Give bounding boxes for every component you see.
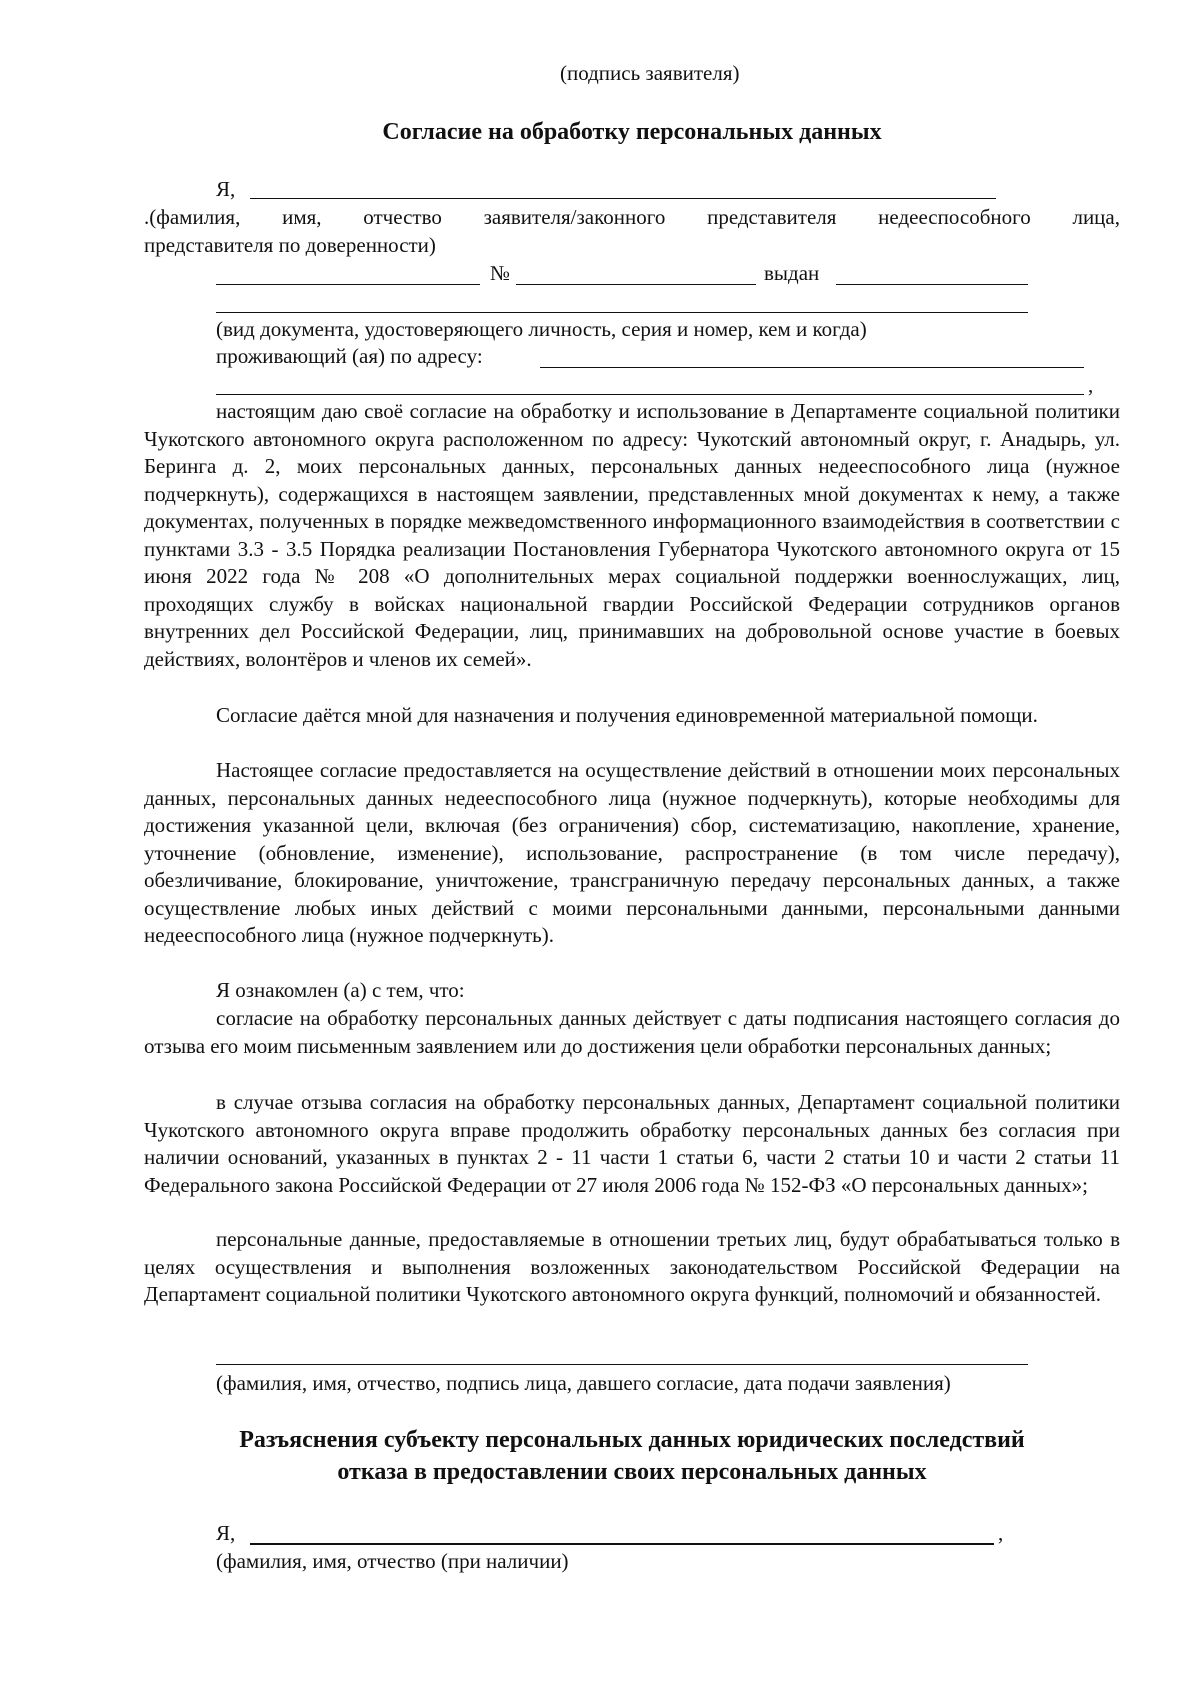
doc-type-field-line[interactable] bbox=[216, 284, 480, 285]
issued-by-field-line[interactable] bbox=[836, 284, 1028, 285]
consent-paragraph-2: Согласие даётся мной для назначения и получения единовременной материальной помощи. bbox=[216, 703, 1038, 727]
consent-signature-caption: (фамилия, имя, отчество, подпись лица, давшего согласие, дата подачи заявления) bbox=[216, 1371, 951, 1395]
address-comma: , bbox=[1088, 373, 1094, 397]
consent-paragraph-7: персональные данные, предоставляемые в отношении третьих лиц, будут обрабатываться только в целях осуществления и выполнения возложенных законодательством Российской Федерации на Департамент социальной политики Чукотского автономного округа функций, полномочий и обязанностей. bbox=[144, 1227, 1120, 1306]
consent-i-label: Я, bbox=[216, 177, 236, 201]
explanation-comma: , bbox=[998, 1521, 1004, 1545]
address-field-line-2[interactable] bbox=[216, 394, 1084, 395]
applicant-signature-caption: (подпись заявителя) bbox=[560, 61, 740, 85]
doc-number-field-line[interactable] bbox=[516, 284, 756, 285]
explanation-title-line1: Разъяснения субъекту персональных данных юридических последствий bbox=[239, 1427, 1025, 1453]
consent-paragraph-4: Я ознакомлен (а) с тем, что: bbox=[216, 978, 465, 1002]
issued-label: выдан bbox=[764, 261, 820, 285]
number-sign: № bbox=[490, 261, 511, 285]
consent-signature-field-line[interactable] bbox=[216, 1364, 1028, 1365]
address-label: проживающий (ая) по адресу: bbox=[216, 344, 483, 368]
consent-paragraph-1: настоящим даю своё согласие на обработку и использование в Департаменте социальной политики Чукотского автономного округа расположенном по адресу: Чукотский автономный округ, г. Анадырь, ул. Беринга д. 2, моих персональных данных, персональных данных недееспособного лица (нужное подчеркнуть), содержащихся в настоящем заявлении, представленных мной документах к нему, а также документах, полученных в порядке межведомственного информационного взаимодействия в соответствии с пунктами 3.3 - 3.5 Порядка реализации Постановления Губернатора Чукотского автономного округа от 15 июня 2022 года № 208 «О дополнительных мерах социальной поддержки военнослужащих, лиц, проходящих службу в войсках национальной гвардии Российской Федерации сотрудников органов внутренних дел Российской Федерации, лиц, принимавших на добровольной основе участие в боевых действиях, волонтёров и членов их семей». bbox=[144, 399, 1120, 671]
explanation-fio-field-line[interactable] bbox=[250, 1543, 994, 1545]
consent-paragraph-5: согласие на обработку персональных данных действует с даты подписания настоящего согласия до отзыва его моим письменным заявлением или до достижения цели обработки персональных данных; bbox=[144, 1006, 1120, 1058]
doc-details-field-line[interactable] bbox=[216, 312, 1028, 313]
consent-paragraph-3: Настоящее согласие предоставляется на осуществление действий в отношении моих персональных данных, персональных данных недееспособного лица (нужное подчеркнуть), которые необходимы для достижения указанной цели, включая (без ограничения) сбор, систематизацию, накопление, хранение, уточнение (обновление, изменение), использование, распространение (в том числе передачу), обезличивание, блокирование, уничтожение, трансграничную передачу персональных данных, а также осуществление любых иных действий с моими персональными данными, персональными данными недееспособного лица (нужное подчеркнуть). bbox=[144, 758, 1120, 947]
explanation-i-label: Я, bbox=[216, 1521, 236, 1545]
fio-caption-line1: .(фамилия, имя, отчество заявителя/законного представителя недееспособного лица, bbox=[144, 205, 1120, 229]
fio-field-line[interactable] bbox=[250, 198, 996, 199]
fio-caption-line2: представителя по доверенности) bbox=[144, 233, 436, 257]
address-field-line-1[interactable] bbox=[540, 367, 1084, 368]
explanation-fio-caption: (фамилия, имя, отчество (при наличии) bbox=[216, 1549, 569, 1573]
consent-paragraph-6: в случае отзыва согласия на обработку персональных данных, Департамент социальной политики Чукотского автономного округа вправе продолжить обработку персональных данных без согласия при наличии оснований, указанных в пунктах 2 - 11 части 1 статьи 6, части 2 статьи 10 и части 2 статьи 11 Федерального закона Российской Федерации от 27 июля 2006 года № 152-ФЗ «О персональных данных»; bbox=[144, 1090, 1120, 1197]
explanation-title-line2: отказа в предоставлении своих персональных данных bbox=[337, 1459, 927, 1485]
doc-caption: (вид документа, удостоверяющего личность, серия и номер, кем и когда) bbox=[216, 317, 867, 341]
consent-title: Согласие на обработку персональных данных bbox=[382, 119, 882, 145]
